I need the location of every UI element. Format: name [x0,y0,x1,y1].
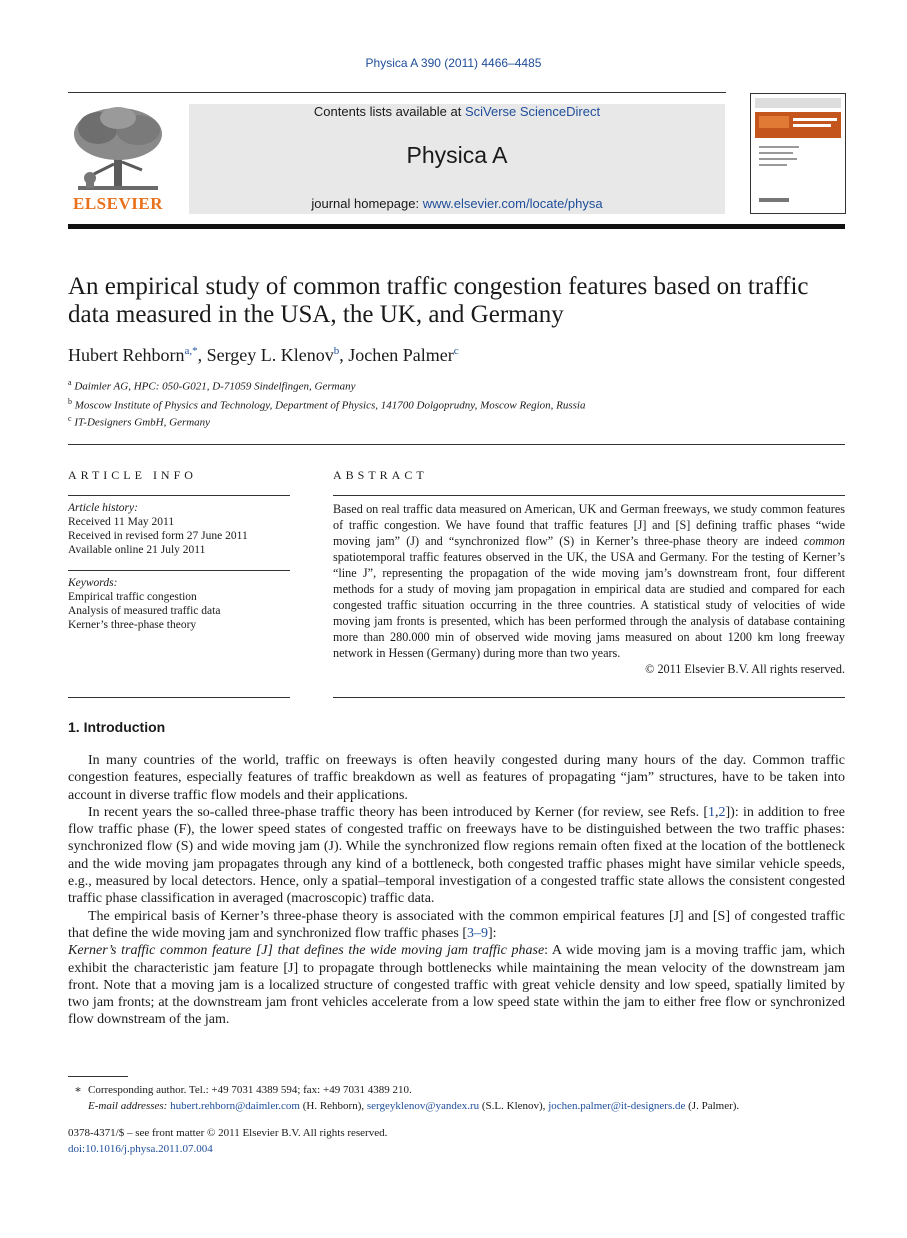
journal-cover-icon [751,94,845,213]
paragraph: In many countries of the world, traffic on freeways is often heavily congested during many hours of the day. Common traffic congestion features, especially features of traffic breakdown as well as features of propagating “jam” structures, have to be taken into account in diverse traffic flow models and their applications. [68,753,845,803]
elsevier-wordmark: ELSEVIER [73,194,163,213]
email-link[interactable]: hubert.rehborn@daimler.com [170,1100,300,1112]
journal-cover-thumbnail [750,93,846,214]
history-item: Available online 21 July 2011 [68,544,206,556]
keyword: Empirical traffic congestion [68,591,197,603]
affiliation: $^c$ IT-Designers GmbH, Germany [68,414,211,429]
homepage-line: journal homepage: www.elsevier.com/locate/physa [311,196,603,211]
email-link[interactable]: sergeyklenov@yandex.ru [366,1100,480,1112]
author-name: Jochen Palmer [348,345,454,365]
elsevier-logo [68,104,168,214]
abstract-copyright: © 2011 Elsevier B.V. All rights reserved. [645,662,845,676]
info-rule [68,570,290,571]
reference-link[interactable]: 1 [708,804,716,820]
email-link[interactable]: jochen.palmer@it-designers.de [548,1100,686,1112]
contents-line: Contents lists available at SciVerse ScienceDirect [313,104,601,119]
header-rule [68,92,726,93]
elsevier-tree-icon [68,104,168,196]
article-info-heading: ARTICLE INFO [68,468,197,482]
abstract-rule [333,697,845,698]
info-rule [68,697,290,698]
keyword: Kerner’s three-phase theory [68,619,197,631]
bottom-meta [68,1125,845,1157]
introduction-body [68,752,845,1029]
author-marks[interactable]: b [333,345,340,357]
citation-link[interactable]: Physica A 390 (2011) 4466–4485 [365,56,542,70]
email-line: E-mail addresses: hubert.rehborn@daimler.com (H. Rehborn), sergeyklenov@yandex.ru (S.L. Klenov), jochen.palmer@it-designers.de (J. Palmer). [88,1100,740,1112]
keywords: Keywords: Empirical traffic congestion Analysis of measured traffic data Kerner’s three-phase theory [68,576,290,632]
author-marks[interactable]: a,* [184,345,198,357]
affiliation: $^b$ Moscow Institute of Physics and Technology, Department of Physics, 141700 Dolgoprudny, Moscow Region, Russia [68,397,586,412]
corresponding-author-note: ∗ Corresponding author. Tel.: +49 7031 4389 594; fax: +49 7031 4389 210. [74,1084,412,1096]
paragraph: The empirical basis of Kerner’s three-phase theory is associated with the common empirical features [J] and [S] of congested traffic that define the wide moving jam and synchronized flow traffic phases [3–9]: [68,908,845,941]
paragraph: In recent years the so-called three-phase traffic theory has been introduced by Kerner (for review, see Refs. [1,2]): in addition to free flow traffic phase (F), the lower speed states of congested traffic on freeways have to be distinguished between the two traffic phases: synchronized flow (S) and wide moving jam (J). While the synchronized flow regions remain often fixed at the location of the bottleneck and the wide moving jam propagates through any kind of a bottleneck, both congested traffic phases might have similar vehicle speeds, e.g., measured by local detectors. Hence, only a spatial–temporal investigation of a congested traffic state allows the consistent congested traffic phase classification in averaged (macroscopic) traffic data. [68,804,845,907]
journal-citation [0,56,907,70]
footnotes [68,1082,845,1114]
history-item: Received 11 May 2011 [68,516,175,528]
info-rule [68,495,290,496]
paragraph: Kerner’s traffic common feature [J] that defines the wide moving jam traffic phase: A wide moving jam is a moving traffic jam, which exhibit the characteristic jam feature [J] to propagate through bottlenecks while maintaining the mean velocity of the downstream jam front. Note that a moving jam is a localized structure of congested traffic with great vehicle density and low speed, spatially limited by two jam fronts; at the downstream jam front vehicles accelerate from a low speed state within the jam to either free flow or synchronized flow downstream of the jam. [68,943,846,1028]
footnote-rule [68,1076,128,1077]
reference-link[interactable]: 3–9 [467,925,489,941]
author-name: Hubert Rehborn [68,345,185,365]
abstract-heading: ABSTRACT [333,468,428,482]
affiliation-rule [68,444,845,445]
history-item: Received in revised form 27 June 2011 [68,530,248,542]
author-marks[interactable]: c [453,345,459,357]
reference-link[interactable]: 2 [718,804,726,820]
journal-banner [189,104,725,214]
abstract-rule [333,495,845,496]
journal-name: Physica A [406,142,508,168]
abstract-text: Based on real traffic data measured on American, UK and German freeways, we study common features of traffic congestion. We have found that traffic features [J] and [S] defining traffic phases “wide moving jam” (J) and “synchronized flow” (S) in Kerner’s three-phase theory are indeed common spatiotemporal traffic features observed in the UK, the USA and Germany. For the testing of Kerner’s “line J”, representing the propagation of the wide moving jam’s downstream front, four different methods for a study of moving jam propagation in empirical data are studied and compared for each congested traffic situation occurring in the three countries. A statistical study of velocities of wide moving jam fronts is presented, which has been performed through the analysis of database containing more than 280.000 min of observed wide moving jams measured on about 1200 km long freeway network in Hessen (Germany) during more than two years. © 2011 Elsevier B.V. All rights reserved. [333,502,845,676]
issn-line: 0378-4371/$ – see front matter © 2011 Elsevier B.V. All rights reserved. [68,1127,388,1139]
doi-link[interactable]: doi:10.1016/j.physa.2011.07.004 [68,1143,213,1155]
homepage-link[interactable]: www.elsevier.com/locate/physa [422,196,603,211]
affiliation: $^a$ Daimler AG, HPC: 050-G021, D-71059 Sindelfingen, Germany [68,378,356,393]
section-heading: 1. Introduction [68,719,166,735]
author-list: Hubert Rehborn$^{a,*}$, Sergey L. Klenov$^b$, Jochen Palmer$^c$ [68,345,459,365]
article-title: An empirical study of common traffic congestion features based on traffic data measured in the USA, the UK, and Germany [68,273,809,328]
keyword: Analysis of measured traffic data [68,605,221,617]
article-history: Article history: Received 11 May 2011 Received in revised form 27 June 2011 Available online 21 July 2011 [68,501,290,557]
author-name: Sergey L. Klenov [206,345,334,365]
sciencedirect-link[interactable]: SciVerse ScienceDirect [464,104,601,119]
header-thick-rule [68,224,845,229]
